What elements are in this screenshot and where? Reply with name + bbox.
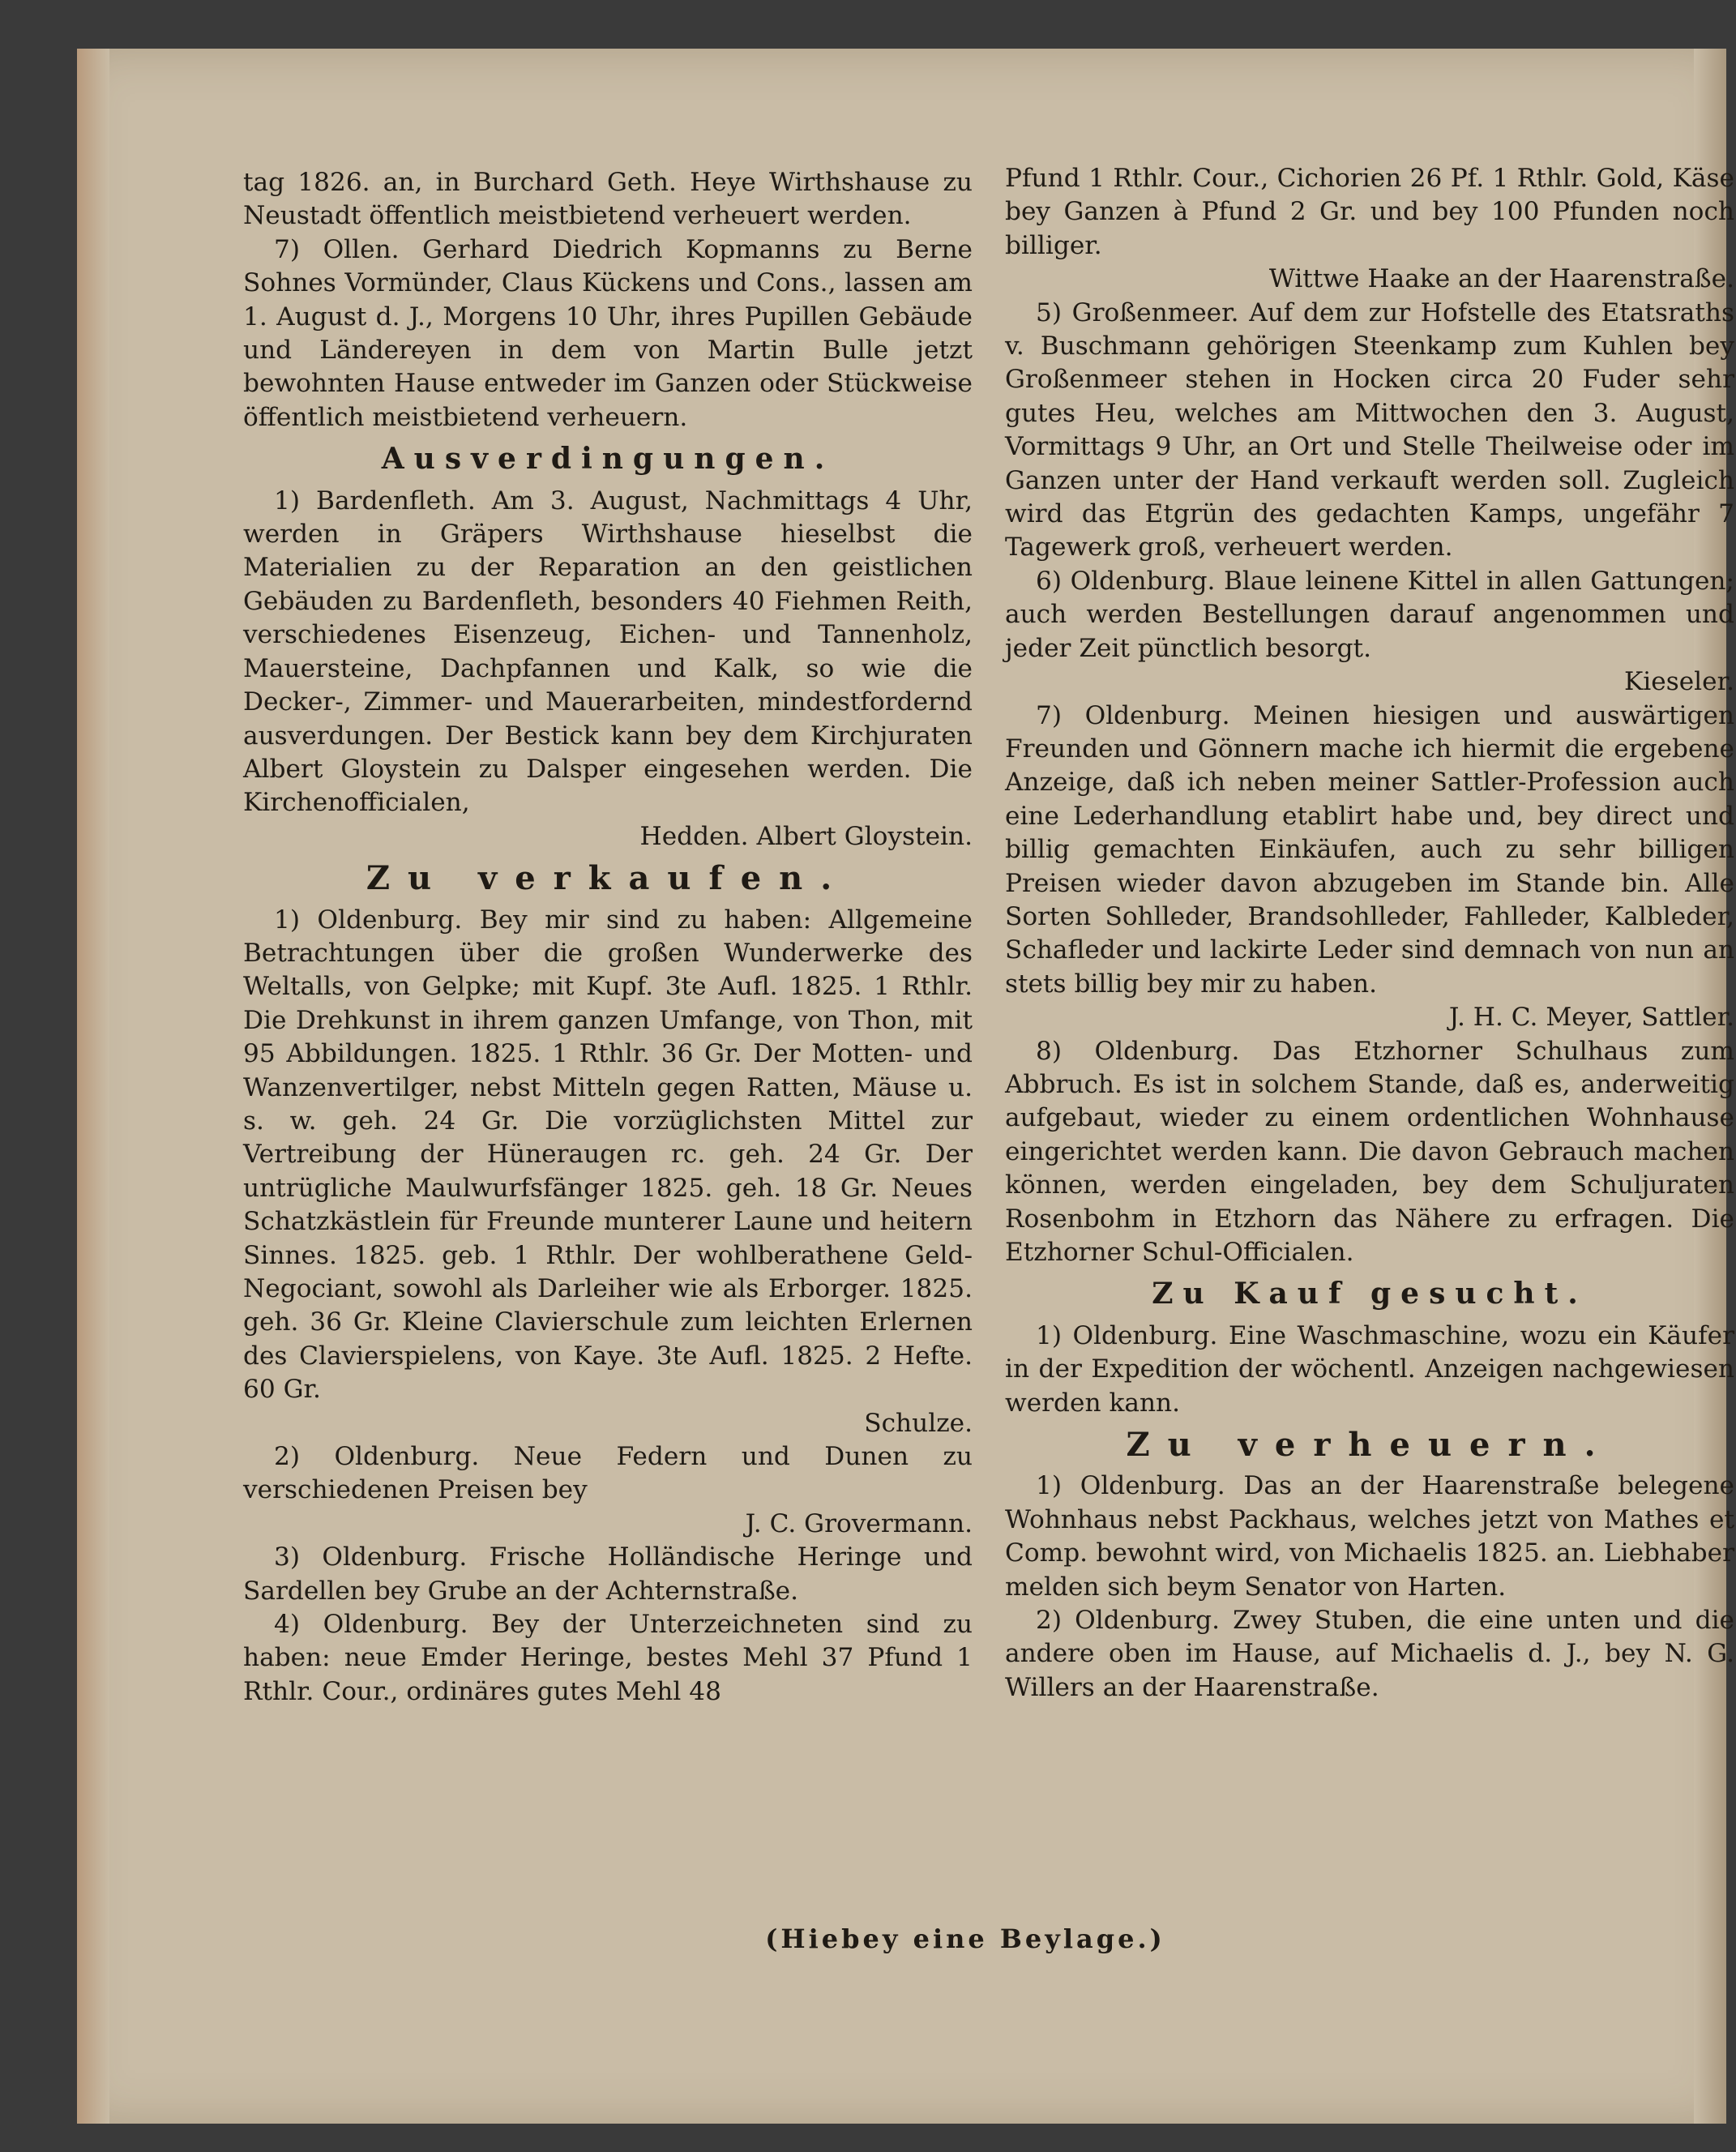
signature: Schulze. <box>864 1408 973 1438</box>
notice-books: 1) Oldenburg. Bey mir sind zu haben: Allgemeine Betrachtungen über die großen Wunderwerke des Weltalls, von Gelpke; mit Kupf. 3te Aufl. 1825. 1 Rthlr. Die Drehkunst in ihrem ganzen Umfange, von Thon, mit 95 Abbildungen. 1825. 1 Rthlr. 36 Gr. Der Motten- und Wanzenvertilger, nebst Mitteln gegen Ratten, Mäuse u. s. w. geh. 24 Gr. Die vorzüglichsten Mittel zur Vertreibung der Hüneraugen rc. geh. 24 Gr. Der untrügliche Maulwurfsfänger 1825. geh. 18 Gr. Neues Schatzkästlein für Freunde munterer Laune und heitern Sinnes. 1825. geb. 1 Rthlr. Der wohlberathene Geld-Negociant, sowohl als Darleiher wie als Erborger. 1825. geh. 36 Gr. Kleine Clavierschule zum leichten Erlernen des Clavierspielens, von Kaye. 3te Aufl. 1825. 2 Hefte. 60 Gr. <box>243 905 973 1405</box>
notice-continued: Pfund 1 Rthlr. Cour., Cichorien 26 Pf. 1 Rthlr. Gold, Käse bey Ganzen à Pfund 2 Gr. und bey 100 Pfunden noch billiger. <box>1005 164 1734 260</box>
notice-continued: tag 1826. an, in Burchard Geth. Heye Wirthshause zu Neustadt öffentlich meistbietend verheuert werden. <box>243 168 973 231</box>
section-heading-zu-kauf-gesucht: Zu Kauf gesucht. <box>1152 1277 1588 1311</box>
notice-grossenmeer: 5) Großenmeer. Auf dem zur Hofstelle des Etatsraths v. Buschmann gehörigen Steenkamp zum Kuhlen bey Großenmeer stehen in Hocken circa 20 Fuder sehr gutes Heu, welches am Mittwochen den 3. August, Vormittags 9 Uhr, an Ort und Stelle Theilweise oder im Ganzen unter der Hand verkauft werden soll. Zugleich wird das Etgrün des gedachten Kamps, ungefähr 7 Tagewerk groß, verheuert werden. <box>1005 297 1734 563</box>
section-heading-zu-verheuern: Zu verheuern. <box>1126 1426 1614 1465</box>
right-column <box>1005 162 1734 1705</box>
notice-waschmaschine: 1) Oldenburg. Eine Waschmaschine, wozu ein Käufer in der Expedition der wöchentl. Anzeigen nachgewiesen werden kann. <box>1005 1320 1734 1418</box>
supplement-note <box>0 1923 1736 1954</box>
notice-ollen: 7) Ollen. Gerhard Diedrich Kopmanns zu Berne Sohnes Vormünder, Claus Kückens und Cons., lassen am 1. August d. J., Morgens 10 Uhr, ihres Pupillen Gebäude und Ländereyen in dem von Martin Bulle jetzt bewohnten Hause entweder im Ganzen oder Stückweise öffentlich meistbietend verheuern. <box>243 234 973 432</box>
notice-federn: 2) Oldenburg. Neue Federn und Dunen zu verschiedenen Preisen bey <box>243 1442 973 1505</box>
section-heading-zu-verkaufen: Zu verkaufen. <box>366 859 850 898</box>
notice-mehl: 4) Oldenburg. Bey der Unterzeichneten sind zu haben: neue Emder Heringe, bestes Mehl 37 Pfund 1 Rthlr. Cour., ordinäres gutes Mehl 48 <box>243 1610 973 1706</box>
notice-lederhandlung: 7) Oldenburg. Meinen hiesigen und auswärtigen Freunden und Gönnern mache ich hiermit die ergebene Anzeige, daß ich neben meiner Sattler-Profession auch eine Lederhandlung etablirt habe und, bey direct und billig gemachten Einkäufen, auch zu sehr billigen Preisen wieder davon abzugeben im Stande bin. Alle Sorten Sohlleder, Brandsohlleder, Fahlleder, Kalbleder, Schafleder und lackirte Leder sind demnach von nun an stets billig bey mir zu haben. <box>1005 700 1734 999</box>
signature: Hedden. Albert Gloystein. <box>639 821 973 851</box>
supplement-note-text: (Hiebey eine Beylage.) <box>765 1923 1165 1954</box>
notice-kittel: 6) Oldenburg. Blaue leinene Kittel in allen Gattungen; auch werden Bestellungen darauf angenommen und jeder Zeit pünctlich besorgt. <box>1005 566 1734 663</box>
notice-wohnhaus: 1) Oldenburg. Das an der Haarenstraße belegene Wohnhaus nebst Packhaus, welches jetzt von Mathes et Comp. bewohnt wird, von Michaelis 1825. an. Liebhaber melden sich beym Senator von Harten. <box>1005 1471 1734 1602</box>
page-left-edge <box>77 49 109 2124</box>
signature: Wittwe Haake an der Haarenstraße. <box>1268 264 1734 294</box>
notice-schulhaus: 8) Oldenburg. Das Etzhorner Schulhaus zum Abbruch. Es ist in solchem Stande, daß es, anderweitig aufgebaut, wieder zu einem ordentlichen Wohnhause eingerichtet werden kann. Die davon Gebrauch machen können, werden eingeladen, bey dem Schuljuraten Rosenbohm in Etzhorn das Nähere zu erfragen. Die Etzhorner Schul-Officialen. <box>1005 1036 1734 1267</box>
notice-bardenfleth: 1) Bardenfleth. Am 3. August, Nachmittags 4 Uhr, werden in Gräpers Wirthshause hieselbst die Materialien zu der Reparation an den geistlichen Gebäuden zu Bardenfleth, besonders 40 Fiehmen Reith, verschiedenes Eisenzeug, Eichen- und Tannenholz, Mauersteine, Dachpfannen und Kalk, so wie die Decker-, Zimmer- und Mauerarbeiten, mindestfordernd ausverdungen. Der Bestick kann bey dem Kirchjuraten Albert Gloystein zu Dalsper eingesehen werden. Die Kirchenofficialen, <box>243 486 973 818</box>
signature: Kieseler. <box>1623 667 1734 697</box>
signature: J. H. C. Meyer, Sattler. <box>1448 1003 1734 1033</box>
notice-stuben: 2) Oldenburg. Zwey Stuben, die eine unten und die andere oben im Hause, auf Michaelis d. J., bey N. G. Willers an der Haarenstraße. <box>1005 1606 1734 1702</box>
section-heading-ausverdingungen: Ausverdingungen. <box>381 442 835 477</box>
notice-heringe: 3) Oldenburg. Frische Holländische Heringe und Sardellen bey Grube an der Achternstraße. <box>243 1542 973 1606</box>
left-column <box>243 166 973 1709</box>
signature: J. C. Grovermann. <box>745 1508 973 1538</box>
